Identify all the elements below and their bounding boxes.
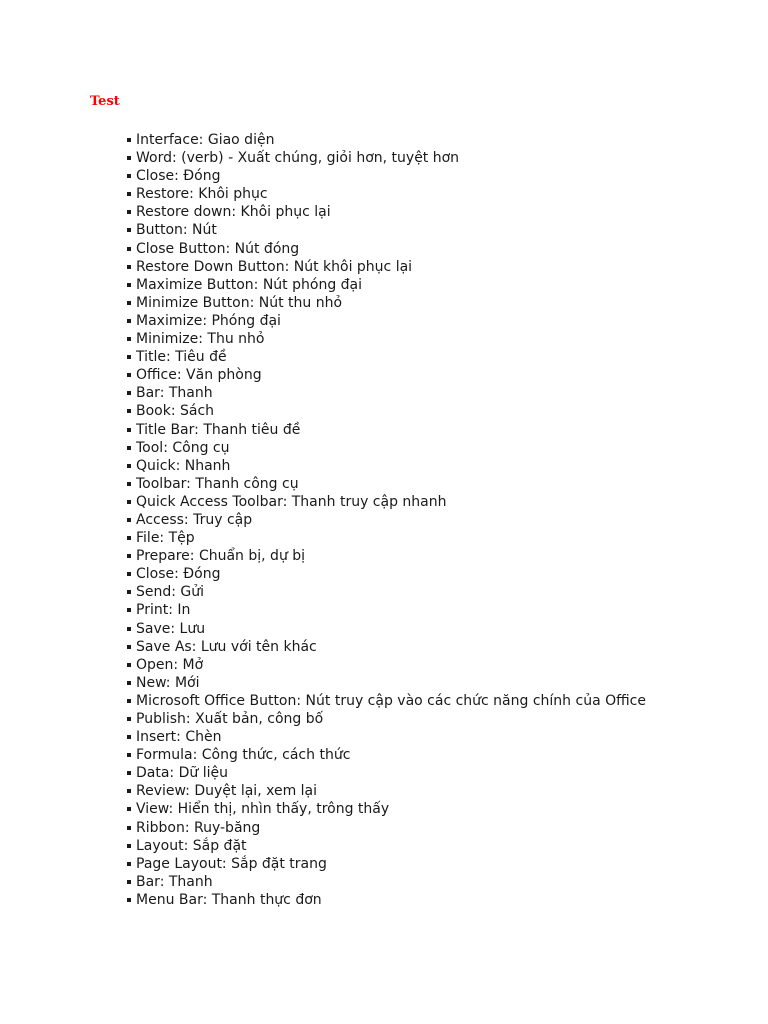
list-item <box>126 710 677 728</box>
list-item-text: Formula: Công thức, cách thức <box>136 747 351 764</box>
list-item-text: Book: Sách <box>136 403 215 420</box>
list-item <box>126 149 677 167</box>
list-item-text: Page Layout: Sắp đặt trang <box>136 855 327 872</box>
list-item-text: Layout: Sắp đặt <box>136 837 247 854</box>
list-item-text: Insert: Chèn <box>136 729 222 746</box>
square-bullet-icon <box>127 862 131 866</box>
list-item <box>126 258 677 276</box>
list-item-text: Quick Access Toolbar: Thanh truy cập nhanh <box>136 493 447 510</box>
list-item-text: File: Tệp <box>136 530 195 547</box>
square-bullet-icon <box>127 645 131 649</box>
list-item <box>126 855 677 873</box>
list-item-text: Title Bar: Thanh tiêu đề <box>136 421 301 438</box>
list-item-text: Interface: Giao diện <box>136 132 275 148</box>
square-bullet-icon <box>127 771 131 775</box>
list-item <box>126 620 677 638</box>
list-item <box>126 366 677 384</box>
square-bullet-icon <box>127 464 131 468</box>
list-item <box>126 457 677 475</box>
square-bullet-icon <box>127 210 131 214</box>
vocabulary-list <box>126 131 677 909</box>
square-bullet-icon <box>127 391 131 395</box>
list-item <box>126 294 677 312</box>
list-item <box>126 692 677 710</box>
list-item-text: Bar: Thanh <box>136 873 213 890</box>
list-item-text: Word: (verb) - Xuất chúng, giỏi hơn, tuyệt hơn <box>136 150 460 167</box>
list-item <box>126 638 677 656</box>
list-item-text: Save: Lưu <box>136 620 206 637</box>
square-bullet-icon <box>127 301 131 305</box>
square-bullet-icon <box>127 192 131 196</box>
list-item-text: Toolbar: Thanh công cụ <box>136 475 299 492</box>
list-item <box>126 764 677 782</box>
list-item-text: Maximize Button: Nút phóng đại <box>136 276 363 293</box>
square-bullet-icon <box>127 844 131 848</box>
list-item-text: Save As: Lưu với tên khác <box>136 638 317 655</box>
list-item-text: Review: Duyệt lại, xem lại <box>136 783 318 800</box>
square-bullet-icon <box>127 228 131 232</box>
list-item <box>126 728 677 746</box>
square-bullet-icon <box>127 337 131 341</box>
list-item-text: Quick: Nhanh <box>136 457 231 474</box>
list-item <box>126 583 677 601</box>
list-item-text: Maximize: Phóng đại <box>136 312 281 329</box>
list-item <box>126 330 677 348</box>
list-item-text: Bar: Thanh <box>136 385 213 402</box>
list-item-text: Restore Down Button: Nút khôi phục lại <box>136 258 413 275</box>
square-bullet-icon <box>127 735 131 739</box>
list-item <box>126 565 677 583</box>
list-item <box>126 185 677 203</box>
list-item-text: Access: Truy cập <box>136 511 253 528</box>
square-bullet-icon <box>127 608 131 612</box>
list-item <box>126 800 677 818</box>
square-bullet-icon <box>127 789 131 793</box>
list-item <box>126 221 677 239</box>
list-item <box>126 131 677 149</box>
square-bullet-icon <box>127 174 131 178</box>
document-title: Test <box>90 94 120 109</box>
square-bullet-icon <box>127 373 131 377</box>
square-bullet-icon <box>127 681 131 685</box>
list-item <box>126 674 677 692</box>
square-bullet-icon <box>127 699 131 703</box>
list-item-text: Publish: Xuất bản, công bố <box>136 711 324 727</box>
list-item <box>126 529 677 547</box>
list-item <box>126 873 677 891</box>
list-item <box>126 312 677 330</box>
list-item-text: New: Mới <box>136 674 200 691</box>
list-item-text: Data: Dữ liệu <box>136 765 228 782</box>
list-item-text: Open: Mở <box>136 656 204 673</box>
list-item-text: View: Hiển thị, nhìn thấy, trông thấy <box>136 801 390 818</box>
list-item <box>126 167 677 185</box>
list-item-text: Button: Nút <box>136 222 217 239</box>
list-item <box>126 203 677 221</box>
square-bullet-icon <box>127 807 131 811</box>
square-bullet-icon <box>127 265 131 269</box>
list-item <box>126 837 677 855</box>
list-item-text: Close: Đóng <box>136 168 221 185</box>
list-item <box>126 656 677 674</box>
square-bullet-icon <box>127 247 131 251</box>
list-item-text: Ribbon: Ruy-băng <box>136 819 261 836</box>
list-item <box>126 421 677 439</box>
square-bullet-icon <box>127 446 131 450</box>
list-item <box>126 384 677 402</box>
list-item <box>126 601 677 619</box>
square-bullet-icon <box>127 138 131 142</box>
square-bullet-icon <box>127 627 131 631</box>
list-item <box>126 240 677 258</box>
list-item-text: Minimize Button: Nút thu nhỏ <box>136 294 343 311</box>
square-bullet-icon <box>127 590 131 594</box>
list-item <box>126 782 677 800</box>
list-item <box>126 276 677 294</box>
square-bullet-icon <box>127 355 131 359</box>
list-item-text: Office: Văn phòng <box>136 367 262 384</box>
square-bullet-icon <box>127 536 131 540</box>
list-item <box>126 547 677 565</box>
square-bullet-icon <box>127 717 131 721</box>
list-item-text: Close: Đóng <box>136 566 221 583</box>
square-bullet-icon <box>127 554 131 558</box>
list-item <box>126 475 677 493</box>
list-item <box>126 511 677 529</box>
square-bullet-icon <box>127 880 131 884</box>
list-item-text: Menu Bar: Thanh thực đơn <box>136 891 322 908</box>
list-item-text: Minimize: Thu nhỏ <box>136 331 265 348</box>
square-bullet-icon <box>127 428 131 432</box>
square-bullet-icon <box>127 898 131 902</box>
list-item <box>126 402 677 420</box>
list-item-text: Prepare: Chuẩn bị, dự bị <box>136 548 306 565</box>
list-item-text: Restore down: Khôi phục lại <box>136 204 331 221</box>
square-bullet-icon <box>127 753 131 757</box>
square-bullet-icon <box>127 518 131 522</box>
square-bullet-icon <box>127 572 131 576</box>
list-item-text: Print: In <box>136 602 191 619</box>
list-item-text: Send: Gửi <box>136 584 205 601</box>
square-bullet-icon <box>127 319 131 323</box>
square-bullet-icon <box>127 826 131 830</box>
list-item <box>126 493 677 511</box>
square-bullet-icon <box>127 156 131 160</box>
square-bullet-icon <box>127 283 131 287</box>
list-item-text: Restore: Khôi phục <box>136 186 268 203</box>
list-item-text: Microsoft Office Button: Nút truy cập vào các chức năng chính của Office <box>136 692 646 709</box>
list-item <box>126 348 677 366</box>
square-bullet-icon <box>127 409 131 413</box>
list-item <box>126 439 677 457</box>
list-item-text: Title: Tiêu đề <box>136 349 227 366</box>
list-item-text: Close Button: Nút đóng <box>136 240 300 257</box>
square-bullet-icon <box>127 663 131 667</box>
list-item <box>126 891 677 909</box>
list-item <box>126 819 677 837</box>
list-item-text: Tool: Công cụ <box>136 439 230 456</box>
list-item <box>126 746 677 764</box>
square-bullet-icon <box>127 500 131 504</box>
square-bullet-icon <box>127 482 131 486</box>
